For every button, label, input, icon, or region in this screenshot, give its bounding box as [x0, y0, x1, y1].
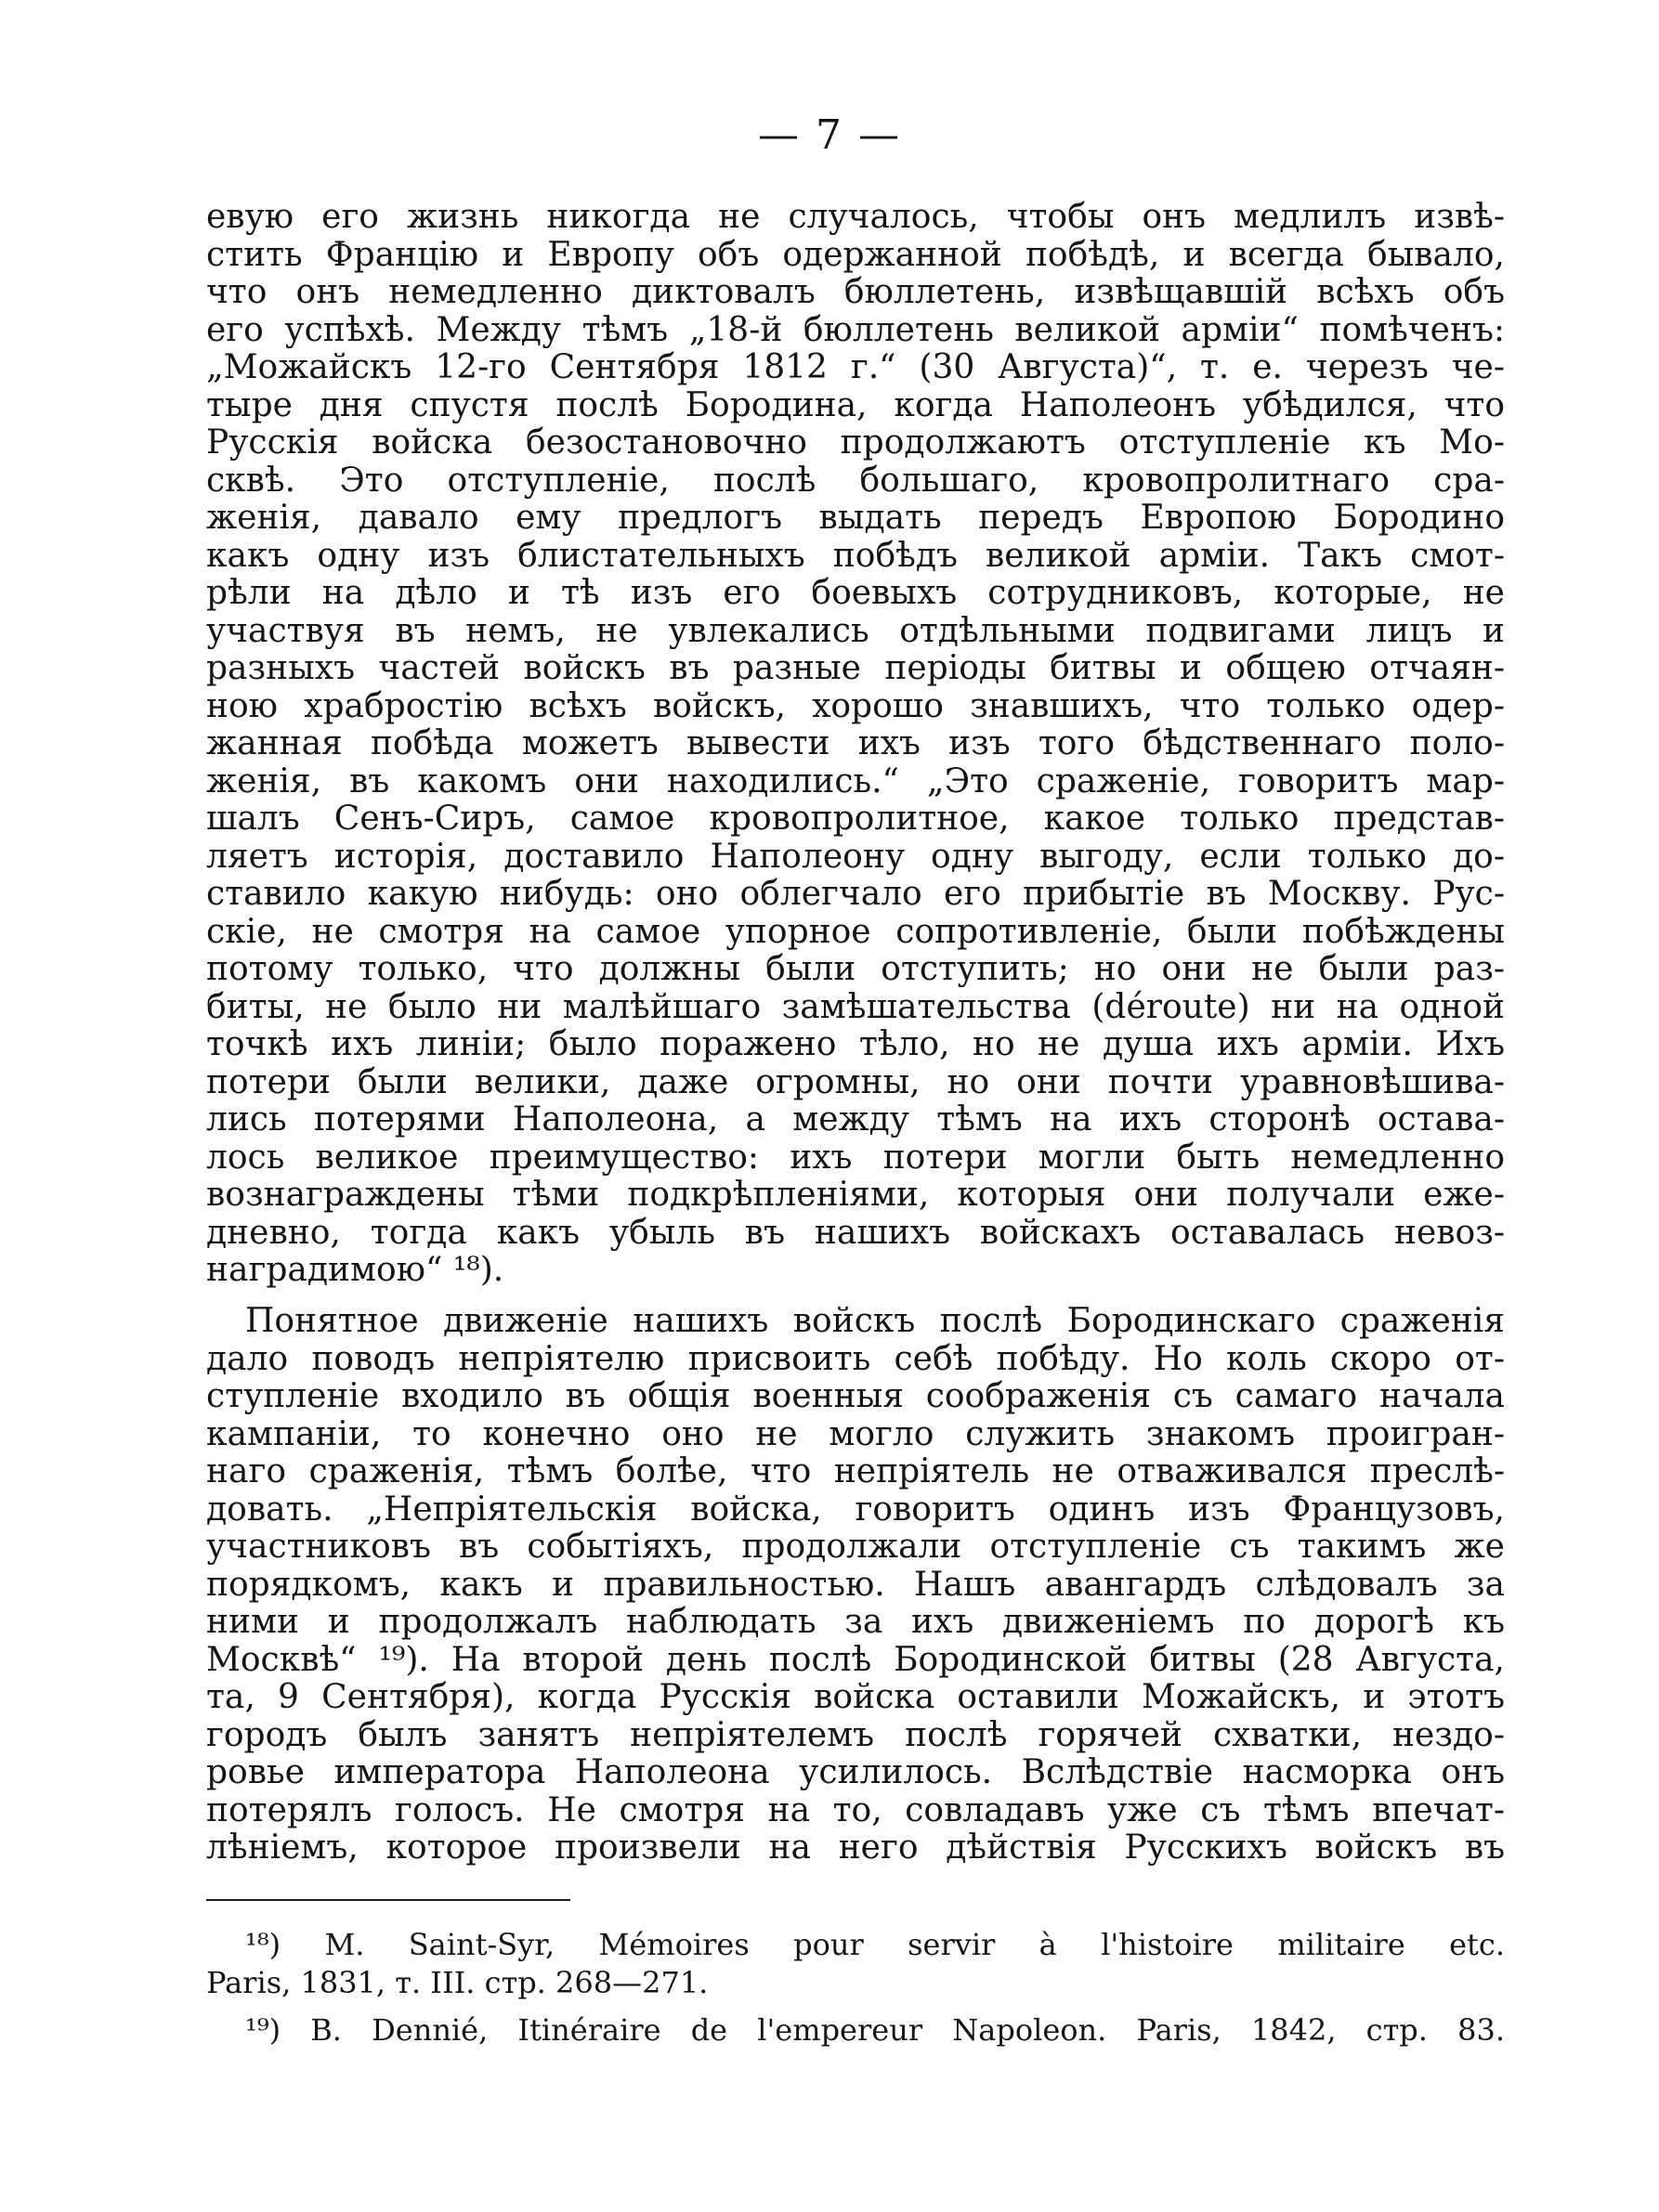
footnote-separator-rule — [206, 1899, 570, 1901]
text-line: наградимою“ ¹⁸). — [206, 1252, 504, 1289]
text-line: ними и продолжалъ наблюдать за ихъ движеніемъ по дорогѣ къ — [206, 1604, 1505, 1641]
text-line: дало поводъ непріятелю присвоить себѣ побѣду. Но коль скоро от- — [206, 1340, 1505, 1378]
text-line: биты, не было ни малѣйшаго замѣшательства (déroute) ни на одной — [206, 988, 1505, 1026]
text-line: женія, давало ему предлогъ выдать передъ Европою Бородино — [206, 500, 1505, 537]
text-line: городъ былъ занятъ непріятелемъ послѣ горячей схватки, нездо- — [206, 1716, 1505, 1754]
text-line: Русскія войска безостановочно продолжаютъ отступленіе къ Мо- — [206, 424, 1505, 462]
text-line: скіе, не смотря на самое упорное сопротивленіе, были побѣждены — [206, 913, 1505, 951]
footnote-19: ¹⁹) B. Dennié, Itinéraire de l'empereur Napoleon. Paris, 1842, стр. 83. — [245, 2012, 1505, 2048]
page-number: — 7 — — [758, 111, 901, 159]
footnotes — [206, 1926, 1505, 2049]
text-line: сквѣ. Это отступленіе, послѣ большаго, кровопролитнаго сра- — [206, 462, 1505, 500]
text-line: вознаграждены тѣми подкрѣпленіями, которыя они получали еже- — [206, 1177, 1505, 1214]
text-line: разныхъ частей войскъ въ разные періоды битвы и общею отчаян- — [206, 650, 1505, 687]
text-line: что онъ немедленно диктовалъ бюллетень, извѣщавшій всѣхъ объ — [206, 274, 1505, 311]
text-line: участвуя въ немъ, не увлекались отдѣльными подвигами лицъ и — [206, 612, 1505, 650]
text-line: потери были велики, даже огромны, но они почти уравновѣшива- — [206, 1063, 1505, 1101]
text-line: стить Францію и Европу объ одержанной побѣдѣ, и всегда бывало, — [206, 236, 1505, 274]
footnote-18-continuation: Paris, 1831, т. III. стр. 268—271. — [206, 1965, 709, 2000]
body-paragraph-1 — [206, 199, 1505, 1290]
text-line: какъ одну изъ блистательныхъ побѣдъ великой арміи. Такъ смот- — [206, 537, 1505, 575]
text-line: та, 9 Сентября), когда Русскія войска оставили Можайскъ, и этотъ — [206, 1679, 1505, 1716]
text-line: порядкомъ, какъ и правильностью. Нашъ авангардъ слѣдовалъ за — [206, 1566, 1505, 1604]
text-line: дневно, тогда какъ убыль въ нашихъ войскахъ оставалась невоз- — [206, 1214, 1505, 1252]
text-line: евую его жизнь никогда не случалось, чтобы онъ медлилъ извѣ- — [206, 199, 1505, 236]
text-line: Москвѣ“ ¹⁹). На второй день послѣ Бородинской битвы (28 Августа, — [206, 1641, 1505, 1679]
text-line: довать. „Непріятельскія войска, говоритъ одинъ изъ Французовъ, — [206, 1490, 1505, 1529]
text-line: лѣніемъ, которое произвели на него дѣйствія Русскихъ войскъ въ — [206, 1829, 1505, 1867]
text-line: потому только, что должны были отступить; но они не были раз- — [206, 951, 1505, 988]
text-line: ставило какую нибудь: оно облегчало его прибытіе въ Москву. Рус- — [206, 876, 1505, 913]
text-line: Понятное движеніе нашихъ войскъ послѣ Бородинскаго сраженія — [245, 1303, 1505, 1340]
text-line: участниковъ въ событіяхъ, продолжали отступленіе съ такимъ же — [206, 1529, 1505, 1566]
text-line: точкѣ ихъ линіи; было поражено тѣло, но не душа ихъ арміи. Ихъ — [206, 1026, 1505, 1063]
text-line: наго сраженія, тѣмъ болѣе, что непріятель не отваживался преслѣ- — [206, 1453, 1505, 1490]
text-line: рѣли на дѣло и тѣ изъ его боевыхъ сотрудниковъ, которые, не — [206, 575, 1505, 612]
text-line: тыре дня спустя послѣ Бородина, когда Наполеонъ убѣдился, что — [206, 386, 1505, 424]
text-line: женія, въ какомъ они находились.“ „Это сраженіе, говоритъ мар- — [206, 762, 1505, 800]
text-line: „Можайскъ 12-го Сентября 1812 г.“ (30 Августа)“, т. е. черезъ че- — [206, 349, 1505, 386]
text-line: кампаніи, то конечно оно не могло служить знакомъ проигран- — [206, 1415, 1505, 1453]
footnote-spacer — [206, 2002, 1505, 2011]
text-line: жанная побѣда можетъ вывести ихъ изъ того бѣдственнаго поло- — [206, 725, 1505, 762]
text-line: шалъ Сенъ-Сиръ, самое кровопролитное, какое только представ- — [206, 800, 1505, 838]
text-line: лось великое преимущество: ихъ потери могли быть немедленно — [206, 1139, 1505, 1177]
body-paragraph-2 — [206, 1303, 1505, 1867]
text-line: ступленіе входило въ общія военныя соображенія съ самаго начала — [206, 1378, 1505, 1415]
footnote-18: ¹⁸) M. Saint-Syr, Mémoires pour servir à l'histoire militaire etc. — [245, 1927, 1505, 1962]
text-line: ною храбростію всѣхъ войскъ, хорошо знавшихъ, что только одер- — [206, 687, 1505, 725]
text-line: ляетъ исторія, доставило Наполеону одну выгоду, если только до- — [206, 838, 1505, 876]
text-line: лись потерями Наполеона, а между тѣмъ на ихъ сторонѣ остава- — [206, 1101, 1505, 1139]
text-line: ровье императора Наполеона усилилось. Вслѣдствіе насморка онъ — [206, 1754, 1505, 1791]
text-line: его успѣхѣ. Между тѣмъ „18-й бюллетень великой арміи“ помѣченъ: — [206, 311, 1505, 349]
text-line: потерялъ голосъ. Не смотря на то, совладавъ уже съ тѣмъ впечат- — [206, 1791, 1505, 1829]
